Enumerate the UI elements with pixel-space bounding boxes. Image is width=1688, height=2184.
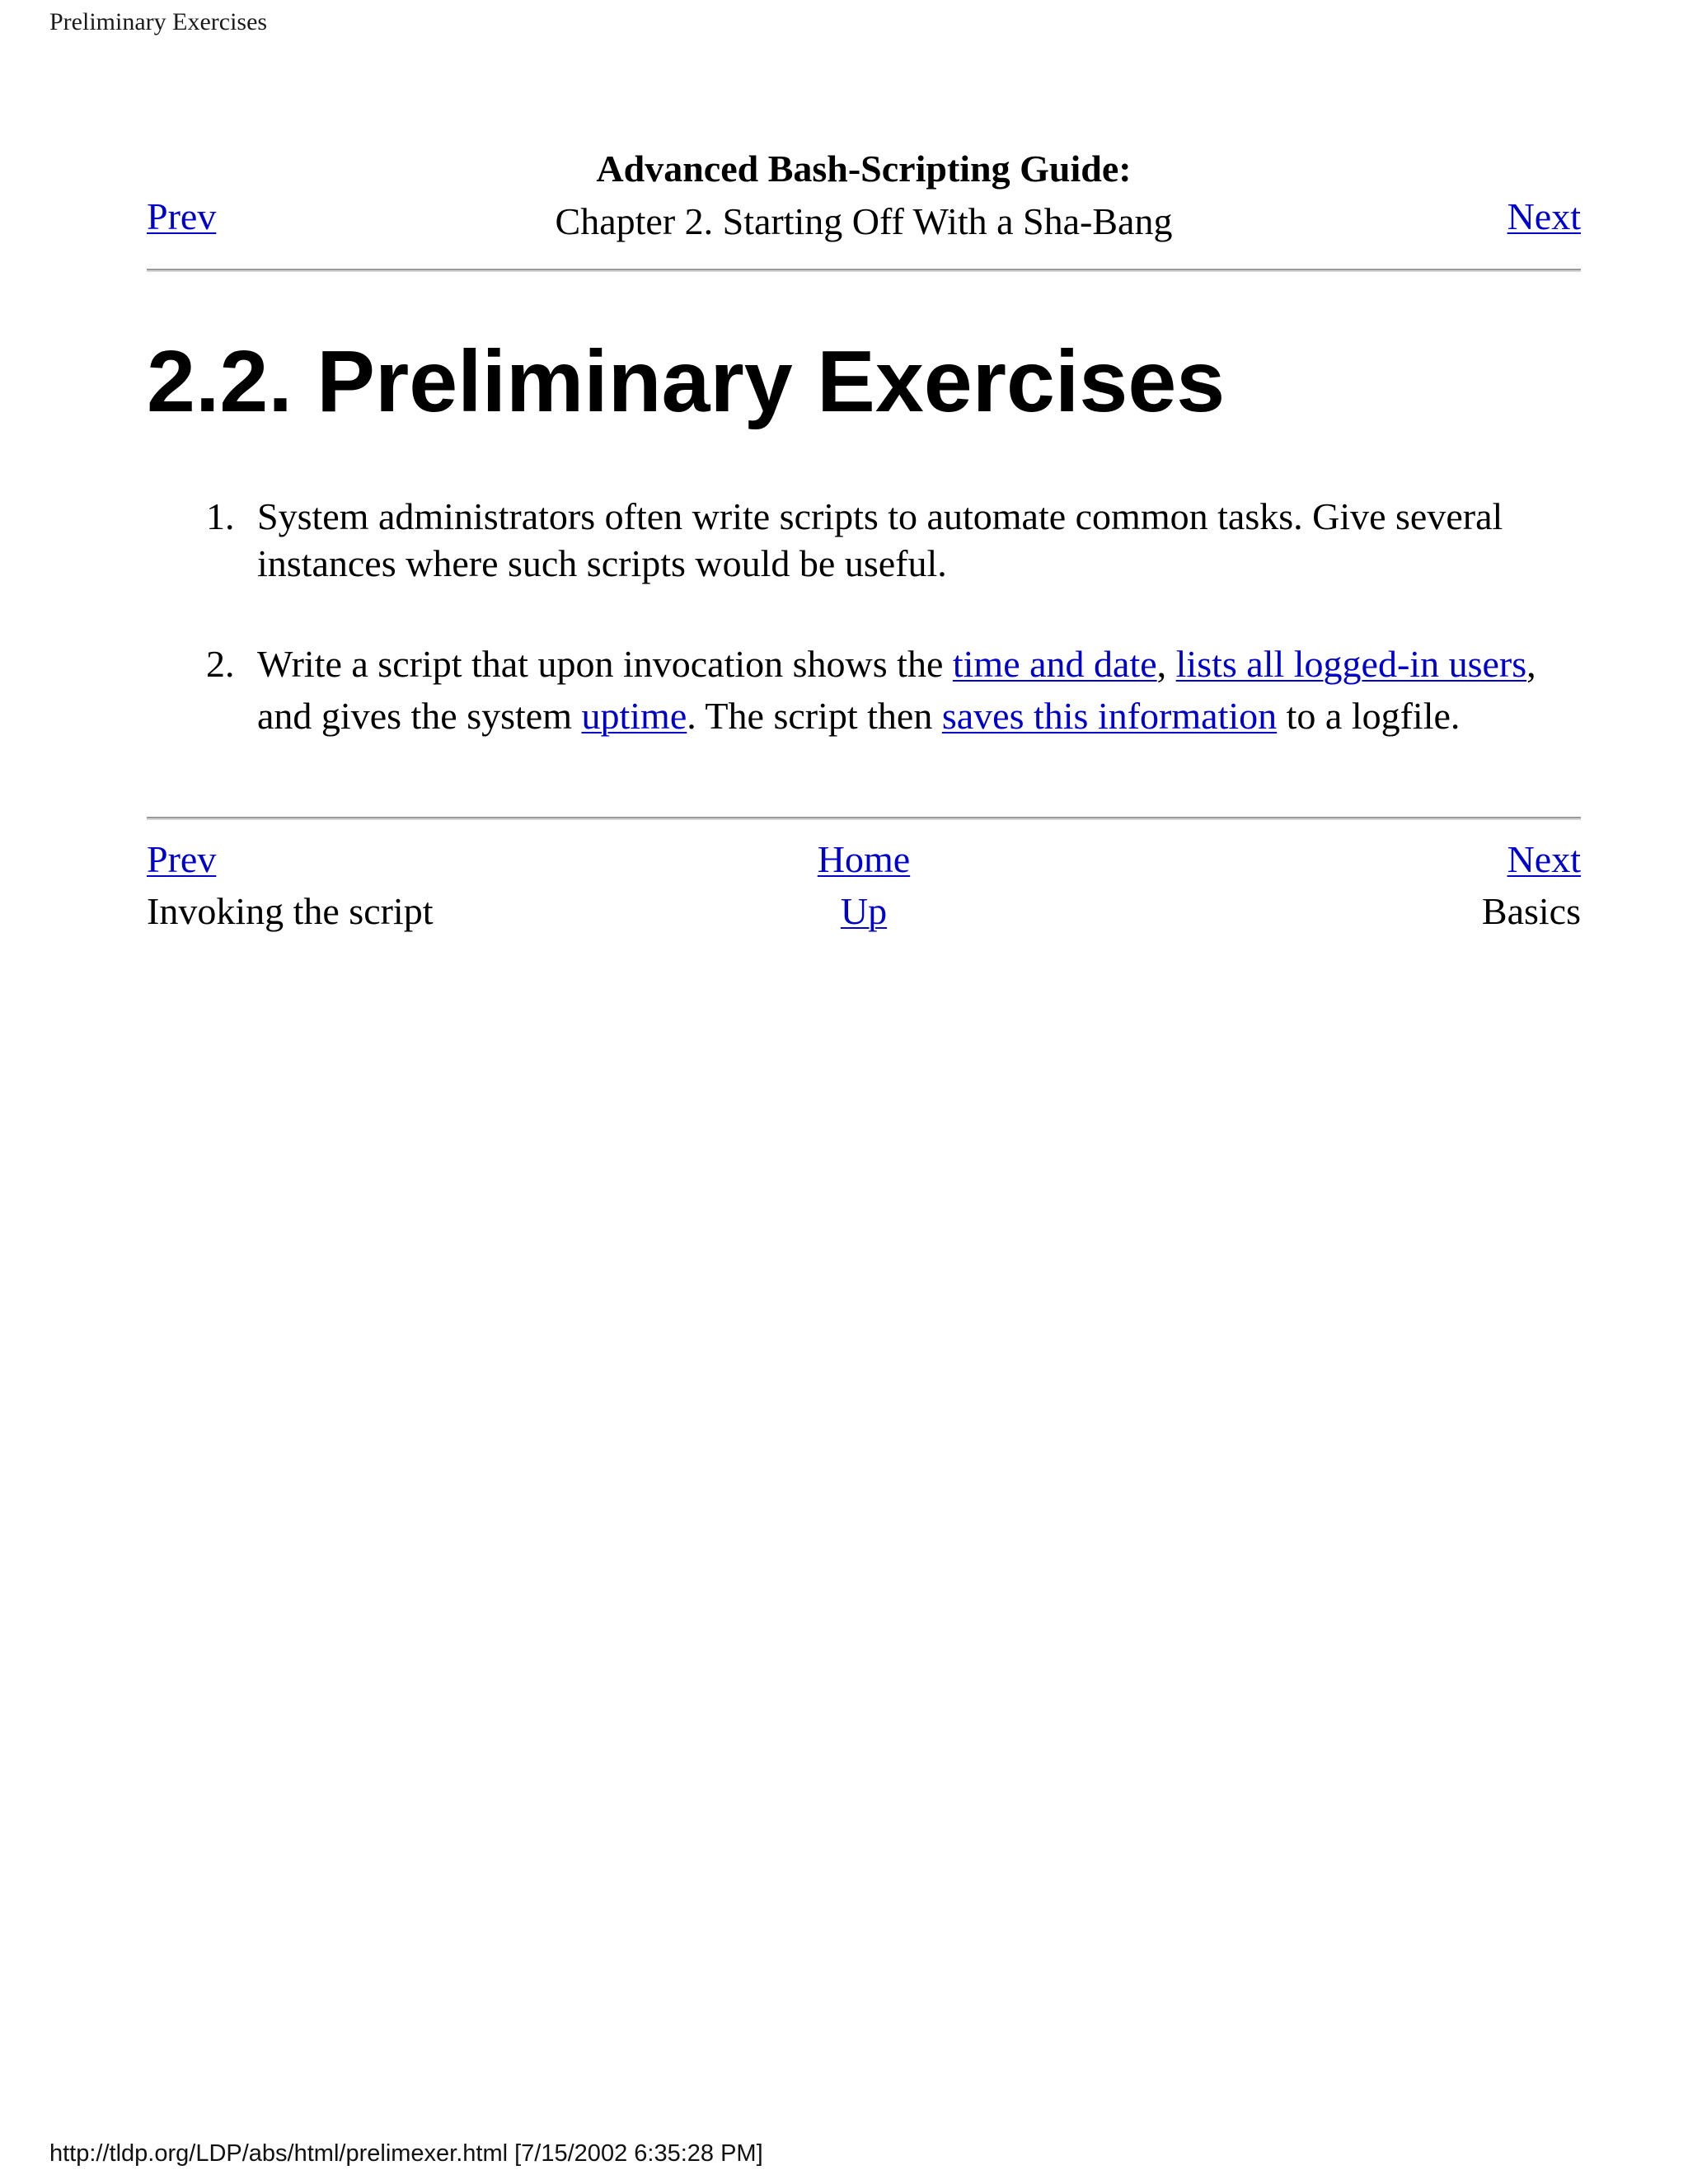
section-title: 2.2. Preliminary Exercises [147, 333, 1226, 430]
bottom-navigation [147, 837, 1581, 944]
exercise-text: Write a script that upon invocation shows the [257, 643, 953, 685]
exercise-text: . The script then [687, 695, 942, 737]
exercise-item [147, 638, 1581, 742]
exercise-text: , and gives the system [257, 643, 1536, 737]
guide-title: Advanced Bash-Scripting Guide: [596, 148, 1132, 190]
top-prev-link[interactable]: Prev [147, 195, 217, 237]
print-header-title: Preliminary Exercises [49, 8, 268, 35]
up-link[interactable]: Up [840, 890, 888, 932]
exercise-number: 2. [206, 643, 235, 685]
exercise-list [147, 493, 1581, 742]
print-footer-url: http://tldp.org/LDP/abs/html/prelimexer.html [7/15/2002 6:35:28 PM] [49, 2140, 763, 2167]
exercise-text: , [1156, 643, 1176, 685]
bottom-next-link[interactable]: Next [1507, 838, 1581, 880]
exercise-number: 1. [206, 495, 235, 537]
top-next-link[interactable]: Next [1507, 195, 1581, 237]
chapter-title: Chapter 2. Starting Off With a Sha-Bang [555, 200, 1173, 242]
exercise-text: System administrators often write scripts to automate common tasks. Give several instances where such scripts would be useful. [257, 495, 1503, 584]
next-page-title: Basics [1481, 890, 1581, 932]
up-cell [147, 889, 1581, 933]
bottom-prev-link[interactable]: Prev [147, 838, 217, 880]
exercise-item [147, 493, 1581, 587]
logged-in-users-link[interactable]: lists all logged-in users [1175, 643, 1527, 685]
uptime-link[interactable]: uptime [581, 695, 687, 737]
prev-page-title: Invoking the script [147, 890, 434, 932]
bottom-divider [147, 817, 1581, 820]
time-and-date-link[interactable]: time and date [952, 643, 1157, 685]
top-navigation [147, 147, 1581, 254]
home-cell [147, 837, 1581, 881]
home-link[interactable]: Home [817, 838, 911, 880]
saves-information-link[interactable]: saves this information [941, 695, 1278, 737]
top-divider [147, 269, 1581, 272]
exercise-text: to a logfile. [1277, 695, 1461, 737]
